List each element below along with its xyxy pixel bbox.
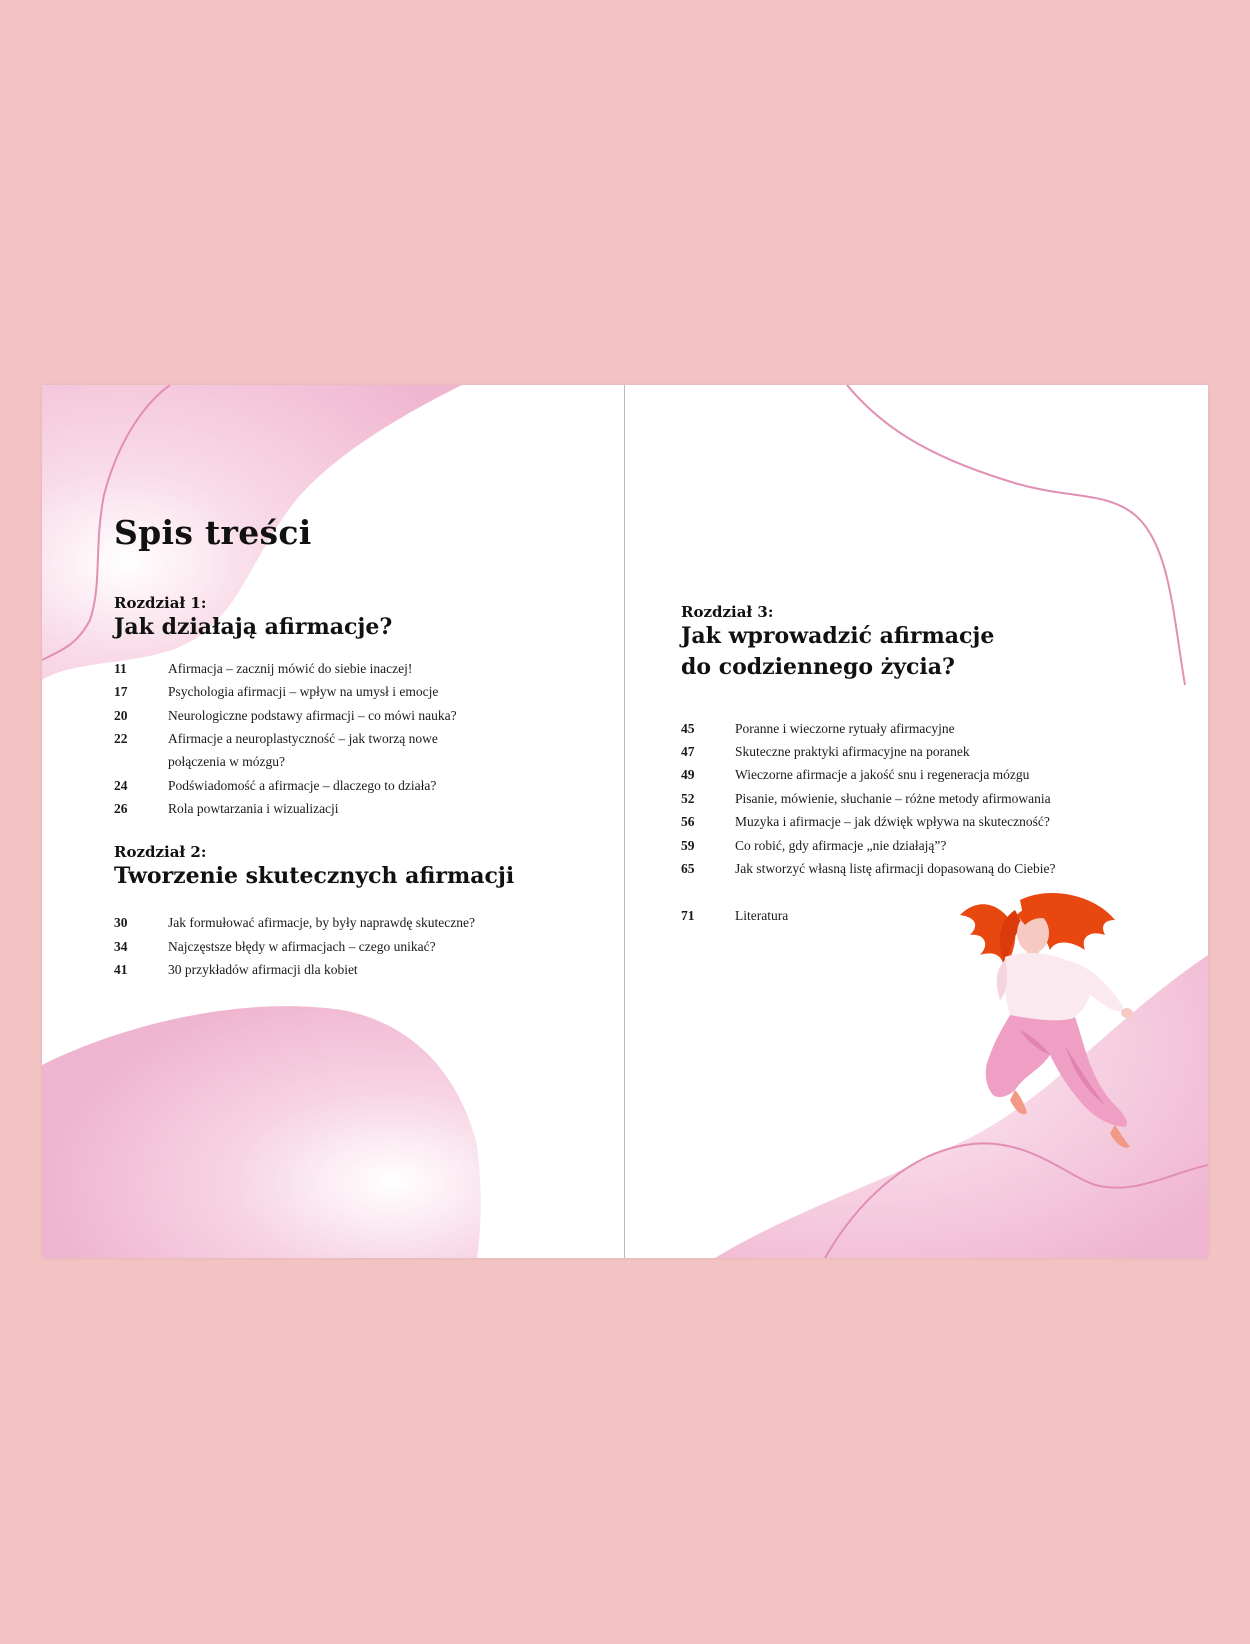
chapter-title: Tworzenie skutecznych afirmacji xyxy=(114,862,515,889)
toc-entry[interactable] xyxy=(114,911,584,934)
toc-page-number: 11 xyxy=(114,660,127,676)
toc-entry[interactable] xyxy=(681,834,1181,857)
toc-entry[interactable] xyxy=(114,704,584,727)
toc-entry-text: 30 przykładów afirmacji dla kobiet xyxy=(168,962,358,978)
toc-entry-text: Neurologiczne podstawy afirmacji – co mówi nauka? xyxy=(168,707,457,723)
toc-list xyxy=(114,657,584,821)
toc-entry[interactable] xyxy=(114,657,584,680)
toc-entry[interactable] xyxy=(114,727,584,774)
bottom-right-blob xyxy=(715,955,1208,1258)
toc-entry[interactable] xyxy=(681,717,1181,740)
chapter-1 xyxy=(114,594,584,821)
toc-page-number: 20 xyxy=(114,707,128,723)
toc-page-number: 45 xyxy=(681,720,695,736)
toc-entry-text: Afirmacje a neuroplastyczność – jak tworzą nowe połączenia w mózgu? xyxy=(168,731,438,770)
chapter-label: Rozdział 1: xyxy=(114,594,207,612)
page-title: Spis treści xyxy=(114,513,312,552)
toc-entry[interactable] xyxy=(114,680,584,703)
toc-right xyxy=(681,603,1181,928)
chapter-label: Rozdział 2: xyxy=(114,842,207,861)
bottom-blob xyxy=(42,1006,481,1258)
toc-page-number: 24 xyxy=(114,777,128,793)
toc-page-number: 56 xyxy=(681,814,695,830)
toc-entry-text: Pisanie, mówienie, słuchanie – różne metody afirmowania xyxy=(735,790,1051,806)
toc-page-number: 30 xyxy=(114,915,128,931)
toc-entry-text: Muzyka i afirmacje – jak dźwięk wpływa na skuteczność? xyxy=(735,814,1050,830)
toc-entry-text: Skuteczne praktyki afirmacyjne na poranek xyxy=(735,744,970,759)
toc-entry-text: Jak formułować afirmacje, by były naprawdę skuteczne? xyxy=(168,915,475,931)
toc-list-literature xyxy=(681,904,1181,927)
toc-entry[interactable] xyxy=(681,810,1181,833)
book-spread xyxy=(42,385,1208,1258)
left-page xyxy=(42,385,625,1258)
toc-entry[interactable] xyxy=(681,740,1181,763)
toc-entry[interactable] xyxy=(681,763,1181,786)
toc-entry-text: Jak stworzyć własną listę afirmacji dopasowaną do Ciebie? xyxy=(735,861,1056,877)
toc-entry-text: Co robić, gdy afirmacje „nie działają”? xyxy=(735,837,947,853)
toc-entry[interactable] xyxy=(114,774,584,797)
toc-page-number: 22 xyxy=(114,731,128,747)
toc-entry-text: Najczęstsze błędy w afirmacjach – czego unikać? xyxy=(168,938,436,954)
toc-entry-text: Afirmacja – zacznij mówić do siebie inaczej! xyxy=(168,660,413,676)
toc-entry-text: Psychologia afirmacji – wpływ na umysł i emocje xyxy=(168,684,439,700)
toc-entry-text: Poranne i wieczorne rytuały afirmacyjne xyxy=(735,720,955,736)
toc-page-number: 49 xyxy=(681,767,695,783)
toc-entry[interactable] xyxy=(681,787,1181,810)
toc-page-number: 71 xyxy=(681,908,695,924)
toc-page-number: 34 xyxy=(114,938,128,954)
toc-page-number: 47 xyxy=(681,744,695,759)
toc-entry[interactable] xyxy=(114,935,584,958)
toc-page-number: 65 xyxy=(681,861,695,877)
chapter-title-line-1: Jak wprowadzić afirmacje xyxy=(681,623,995,649)
chapter-title: Jak działają afirmacje? xyxy=(114,614,393,640)
toc-page-number: 52 xyxy=(681,790,695,806)
toc-entry[interactable] xyxy=(114,797,584,820)
right-page xyxy=(625,385,1208,1258)
toc-entry-text: Wieczorne afirmacje a jakość snu i regeneracja mózgu xyxy=(735,767,1030,783)
toc-left xyxy=(114,513,584,982)
toc-entry-text: Literatura xyxy=(735,908,789,924)
chapter-label: Rozdział 3: xyxy=(681,603,774,621)
toc-page-number: 26 xyxy=(114,801,128,817)
toc-page-number: 41 xyxy=(114,962,128,978)
toc-entry-text: Podświadomość a afirmacje – dlaczego to działa? xyxy=(168,777,437,793)
toc-entry[interactable] xyxy=(681,857,1181,880)
toc-page-number: 59 xyxy=(681,837,695,853)
chapter-3 xyxy=(681,603,1181,928)
chapter-2 xyxy=(114,843,584,982)
toc-entry[interactable] xyxy=(114,958,584,981)
toc-list xyxy=(114,911,584,981)
toc-entry-text: Rola powtarzania i wizualizacji xyxy=(168,801,339,817)
toc-list xyxy=(681,717,1181,881)
chapter-title-line-2: do codziennego życia? xyxy=(681,653,955,680)
toc-entry-literature[interactable] xyxy=(681,904,1181,927)
toc-page-number: 17 xyxy=(114,684,128,700)
